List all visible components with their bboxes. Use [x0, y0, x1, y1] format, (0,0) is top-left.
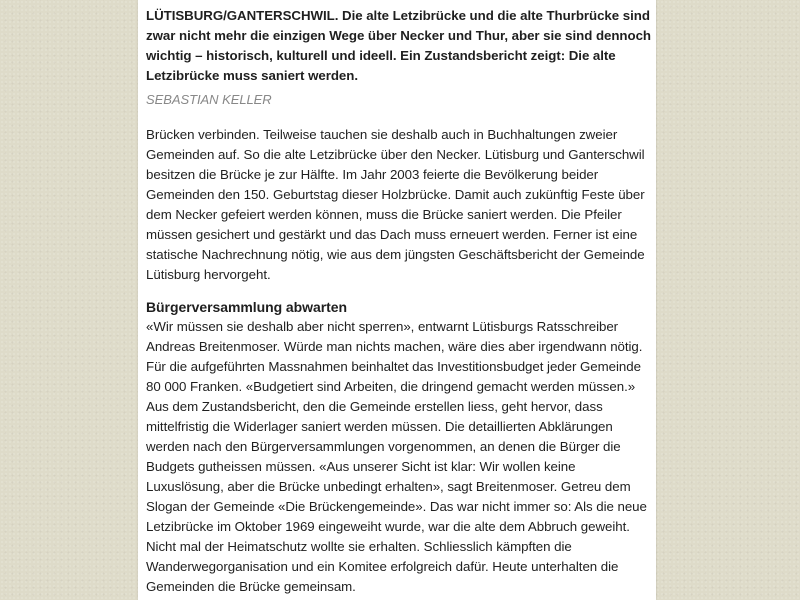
- article-lead: LÜTISBURG/GANTERSCHWIL. Die alte Letzibrücke und die alte Thurbrücke sind zwar nicht mehr die einzigen Wege über Necker und Thur, aber sie sind dennoch wichtig – historisch, kulturell und ideell. Ein Zustandsbericht zeigt: Die alte Letzibrücke muss saniert werden.: [146, 8, 651, 83]
- article-paragraph-2: «Wir müssen sie deshalb aber nicht sperren», entwarnt Lütisburgs Ratsschreiber Andreas Breitenmoser. Würde man nichts machen, wäre dies aber irgendwann nötig. Für die aufgeführten Massnahmen beinhaltet das Investitionsbudget jeder Gemeinde 80 000 Franken. «Budgetiert sind Arbeiten, die dringend gemacht werden müssen.» Aus dem Zustandsbericht, den die Gemeinde erstellen liess, geht hervor, dass mittelfristig die Widerlager saniert werden müssen. Die detaillierten Abklärungen werden nach den Bürgerversammlungen vorgenommen, an denen die Bürger die Budgets gutheissen müssen. «Aus unserer Sicht ist klar: Wir wollen keine Luxuslösung, aber die Brücke unbedingt erhalten», sagt Breitenmoser. Getreu dem Slogan der Gemeinde «Die Brückengemeinde». Das war nicht immer so: Als die neue Letzibrücke im Oktober 1969 eingeweiht wurde, war die alte dem Abbruch geweiht. Nicht mal der Heimatschutz wollte sie erhalten. Schliesslich kämpften die Wanderwegorganisation und ein Komitee erfolgreich dafür. Heute unterhalten die Gemeinden die Brücke gemeinsam.: [146, 319, 647, 594]
- article-subheading: Bürgerversammlung abwarten: [146, 299, 347, 315]
- article-content: [146, 6, 651, 597]
- article-paragraph-1: Brücken verbinden. Teilweise tauchen sie deshalb auch in Buchhaltungen zweier Gemeinden auf. So die alte Letzibrücke über den Necker. Lütisburg und Ganterschwil besitzen die Brücke je zur Hälfte. Im Jahr 2003 feierte die Bevölkerung beider Gemeinden den 150. Geburtstag dieser Holzbrücke. Damit auch zukünftig Feste über dem Necker gefeiert werden können, muss die Brücke saniert werden. Die Pfeiler müssen gesichert und gestärkt und das Dach muss erneuert werden. Ferner ist eine statische Nachrechnung nötig, wie aus dem jüngsten Geschäftsbericht der Gemeinde Lütisburg hervorgeht.: [146, 127, 645, 282]
- article-page: [138, 0, 656, 600]
- article-author: SEBASTIAN KELLER: [146, 92, 272, 107]
